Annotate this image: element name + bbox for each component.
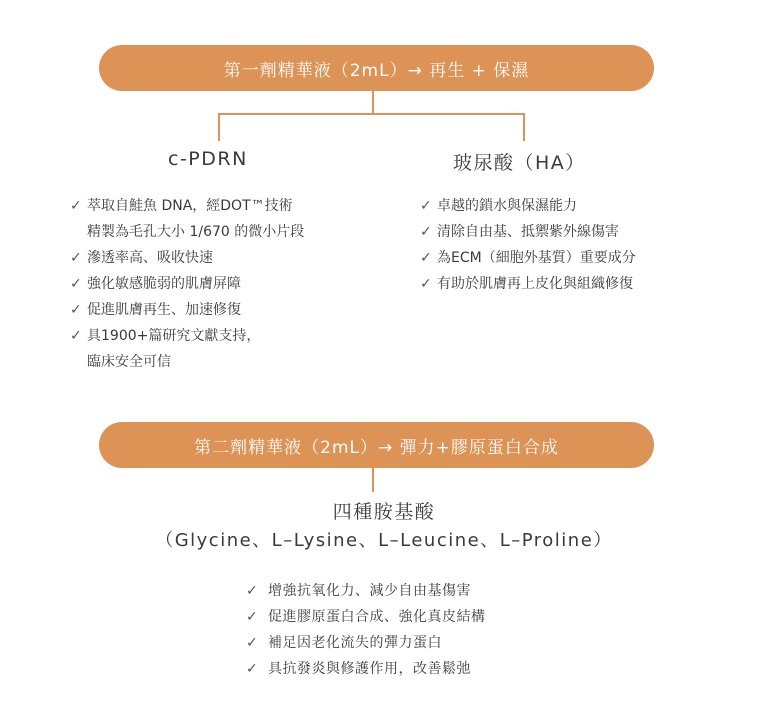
check-icon: ✓ <box>420 250 432 266</box>
list-item-text: 具1900+篇研究文獻支持， <box>87 328 261 344</box>
list-item-text: 萃取自鮭魚 DNA，經DOT™技術 <box>87 198 293 214</box>
list-item <box>70 193 304 245</box>
amino-acids-subtitle: （Glycine、L–Lysine、L–Leucine、L–Proline） <box>155 530 613 551</box>
list-item-text: 補足因老化流失的彈力蛋白 <box>268 635 442 651</box>
list-item-text: 促進肌膚再生、加速修復 <box>87 302 241 318</box>
list-item-text: 滲透率高、吸收快速 <box>87 250 213 266</box>
connector-horizontal-1 <box>218 113 525 115</box>
list-item-text: 促進膠原蛋白合成、強化真皮結構 <box>268 609 486 625</box>
list-item-text: 強化敏感脆弱的肌膚屏障 <box>87 276 241 292</box>
list-item <box>420 193 636 219</box>
check-icon: ✓ <box>246 583 259 599</box>
amino-acids-title: 四種胺基酸 <box>332 501 436 523</box>
list-item <box>246 604 486 630</box>
connector-vertical-2 <box>372 468 374 492</box>
list-item-text: 為ECM（細胞外基質）重要成分 <box>437 250 636 266</box>
cpdrn-benefits-list <box>70 193 304 375</box>
list-item <box>246 630 486 656</box>
check-icon: ✓ <box>420 198 432 214</box>
connector-vertical-1 <box>372 91 374 114</box>
list-item <box>420 219 636 245</box>
list-item-text: 清除自由基、抵禦紫外線傷害 <box>437 224 619 240</box>
list-item <box>70 297 304 323</box>
list-item <box>70 245 304 271</box>
check-icon: ✓ <box>70 302 82 318</box>
list-item-text: 卓越的鎖水與保濕能力 <box>437 198 577 214</box>
list-item-text: 具抗發炎與修護作用，改善鬆弛 <box>268 661 471 677</box>
check-icon: ✓ <box>70 276 82 292</box>
list-item <box>420 271 636 297</box>
list-item-text-cont: 臨床安全可信 <box>87 354 171 370</box>
list-item <box>70 271 304 297</box>
check-icon: ✓ <box>420 224 432 240</box>
list-item <box>246 578 486 604</box>
section1-banner <box>99 45 654 91</box>
connector-right-drop <box>523 113 525 141</box>
check-icon: ✓ <box>246 661 259 677</box>
check-icon: ✓ <box>246 635 259 651</box>
section2-banner <box>99 422 654 468</box>
list-item <box>70 323 304 375</box>
check-icon: ✓ <box>420 276 432 292</box>
check-icon: ✓ <box>246 609 259 625</box>
amino-acid-benefits-list <box>246 578 486 682</box>
check-icon: ✓ <box>70 328 82 344</box>
ha-benefits-list <box>420 193 636 297</box>
cpdrn-title: c-PDRN <box>168 148 248 170</box>
section1-banner-text: 第一劑精華液（2mL）→ 再生 + 保濕 <box>223 60 530 81</box>
connector-left-drop <box>218 113 220 141</box>
list-item-text: 增強抗氧化力、減少自由基傷害 <box>268 583 471 599</box>
list-item <box>246 656 486 682</box>
ha-title: 玻尿酸（HA） <box>453 152 586 174</box>
check-icon: ✓ <box>70 198 82 214</box>
list-item <box>420 245 636 271</box>
check-icon: ✓ <box>70 250 82 266</box>
section2-banner-text: 第二劑精華液（2mL）→ 彈力+膠原蛋白合成 <box>194 437 559 458</box>
list-item-text-cont: 精製為毛孔大小 1/670 的微小片段 <box>87 224 305 240</box>
list-item-text: 有助於肌膚再上皮化與組織修復 <box>437 276 633 292</box>
